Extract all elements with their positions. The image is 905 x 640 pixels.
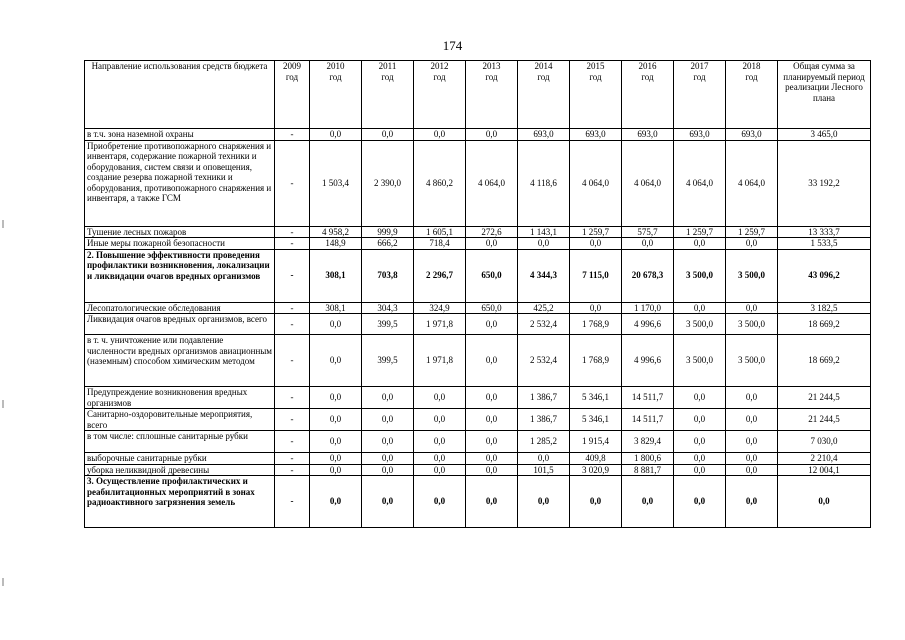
row-value-cell: 308,1: [310, 249, 362, 302]
row-total-cell: 33 192,2: [778, 140, 871, 226]
table-row: [85, 431, 871, 453]
row-value-cell: 0,0: [726, 464, 778, 476]
row-value-cell: 0,0: [414, 409, 466, 431]
table-row: [85, 249, 871, 302]
row-value-cell: 1 285,2: [518, 431, 570, 453]
table-row: [85, 129, 871, 141]
row-value-cell: 0,0: [466, 453, 518, 465]
row-value-cell: 0,0: [466, 464, 518, 476]
row-value-cell: 2 390,0: [362, 140, 414, 226]
row-value-cell: 0,0: [726, 476, 778, 528]
row-value-cell: 650,0: [466, 249, 518, 302]
row-value-cell: 0,0: [414, 476, 466, 528]
table-row: [85, 140, 871, 226]
row-value-cell: 101,5: [518, 464, 570, 476]
row-value-cell: -: [275, 335, 310, 387]
row-direction-cell: Лесопатологические обследования: [85, 302, 275, 314]
row-value-cell: 4 996,6: [622, 314, 674, 335]
row-value-cell: 0,0: [518, 453, 570, 465]
row-value-cell: 0,0: [622, 238, 674, 250]
row-value-cell: 1 386,7: [518, 387, 570, 409]
row-value-cell: 399,5: [362, 335, 414, 387]
table-row: [85, 453, 871, 465]
table-row: [85, 476, 871, 528]
table-row: [85, 238, 871, 250]
row-value-cell: 0,0: [674, 431, 726, 453]
row-total-cell: 18 669,2: [778, 314, 871, 335]
table-row: [85, 335, 871, 387]
row-direction-cell: 3. Осуществление профилактических и реабилитационных мероприятий в зонах радиоактивного загрязнения земель: [85, 476, 275, 528]
row-value-cell: 0,0: [310, 129, 362, 141]
row-direction-cell: Иные меры пожарной безопасности: [85, 238, 275, 250]
row-value-cell: 0,0: [310, 314, 362, 335]
header-year: 2011 год: [362, 61, 414, 129]
scan-mark: [2, 400, 4, 408]
row-value-cell: -: [275, 140, 310, 226]
row-direction-cell: в т.ч. зона наземной охраны: [85, 129, 275, 141]
row-value-cell: -: [275, 464, 310, 476]
row-value-cell: 718,4: [414, 238, 466, 250]
row-total-cell: 2 210,4: [778, 453, 871, 465]
row-direction-cell: Предупреждение возникновения вредных организмов: [85, 387, 275, 409]
row-total-cell: 43 096,2: [778, 249, 871, 302]
row-value-cell: 0,0: [414, 431, 466, 453]
header-year: 2016 год: [622, 61, 674, 129]
row-direction-cell: Тушение лесных пожаров: [85, 226, 275, 238]
page-number: 174: [442, 38, 463, 53]
row-value-cell: 3 500,0: [726, 314, 778, 335]
row-value-cell: 1 605,1: [414, 226, 466, 238]
row-value-cell: 4 064,0: [466, 140, 518, 226]
row-value-cell: 0,0: [674, 238, 726, 250]
row-value-cell: 1 259,7: [570, 226, 622, 238]
row-value-cell: 0,0: [570, 302, 622, 314]
row-value-cell: -: [275, 431, 310, 453]
row-value-cell: -: [275, 387, 310, 409]
row-value-cell: 650,0: [466, 302, 518, 314]
header-year: 2017 год: [674, 61, 726, 129]
row-total-cell: 21 244,5: [778, 409, 871, 431]
row-value-cell: 0,0: [466, 314, 518, 335]
row-value-cell: 0,0: [466, 431, 518, 453]
row-value-cell: 0,0: [674, 464, 726, 476]
table-row: [85, 226, 871, 238]
row-value-cell: 0,0: [466, 129, 518, 141]
row-value-cell: 1 259,7: [726, 226, 778, 238]
row-value-cell: 0,0: [362, 476, 414, 528]
row-value-cell: 5 346,1: [570, 409, 622, 431]
header-total: Общая сумма за планируемый период реализации Лесного плана: [778, 61, 871, 129]
row-value-cell: 0,0: [310, 431, 362, 453]
row-value-cell: 0,0: [518, 238, 570, 250]
row-total-cell: 0,0: [778, 476, 871, 528]
budget-table: [84, 60, 871, 528]
row-value-cell: 14 511,7: [622, 387, 674, 409]
table-body: [85, 129, 871, 528]
row-value-cell: 1 170,0: [622, 302, 674, 314]
table-row: [85, 314, 871, 335]
row-value-cell: 703,8: [362, 249, 414, 302]
row-value-cell: 308,1: [310, 302, 362, 314]
row-total-cell: 21 244,5: [778, 387, 871, 409]
row-value-cell: 304,3: [362, 302, 414, 314]
row-value-cell: 148,9: [310, 238, 362, 250]
header-year: 2013 год: [466, 61, 518, 129]
row-value-cell: 0,0: [414, 453, 466, 465]
row-value-cell: 1 915,4: [570, 431, 622, 453]
table-row: [85, 302, 871, 314]
row-value-cell: -: [275, 249, 310, 302]
row-value-cell: 0,0: [674, 302, 726, 314]
row-direction-cell: выборочные санитарные рубки: [85, 453, 275, 465]
row-value-cell: 693,0: [726, 129, 778, 141]
row-value-cell: 4 860,2: [414, 140, 466, 226]
row-value-cell: 0,0: [518, 476, 570, 528]
row-value-cell: -: [275, 226, 310, 238]
row-direction-cell: в т. ч. уничтожение или подавление численности вредных организмов авиационным (наземным) способом химическим методом: [85, 335, 275, 387]
row-value-cell: 7 115,0: [570, 249, 622, 302]
header-year: 2009 год: [275, 61, 310, 129]
row-value-cell: -: [275, 409, 310, 431]
row-value-cell: 0,0: [570, 476, 622, 528]
row-value-cell: 0,0: [674, 476, 726, 528]
row-value-cell: 0,0: [726, 453, 778, 465]
row-value-cell: 693,0: [570, 129, 622, 141]
table-header-row: [85, 61, 871, 129]
row-value-cell: 409,8: [570, 453, 622, 465]
scan-mark: [2, 578, 4, 586]
row-value-cell: -: [275, 453, 310, 465]
row-value-cell: -: [275, 476, 310, 528]
row-value-cell: 0,0: [466, 335, 518, 387]
row-value-cell: 0,0: [570, 238, 622, 250]
row-value-cell: 324,9: [414, 302, 466, 314]
row-value-cell: 2 296,7: [414, 249, 466, 302]
row-value-cell: 0,0: [466, 476, 518, 528]
row-direction-cell: Приобретение противопожарного снаряжения и инвентаря, содержание пожарной техники и оборудования, систем связи и оповещения, создание резерва пожарной техники и оборудования, противопожарного снаряжения и инвентаря, а также ГСМ: [85, 140, 275, 226]
row-total-cell: 1 533,5: [778, 238, 871, 250]
row-total-cell: 12 004,1: [778, 464, 871, 476]
table-row: [85, 464, 871, 476]
header-year: 2010 год: [310, 61, 362, 129]
row-value-cell: 0,0: [414, 129, 466, 141]
row-value-cell: 693,0: [674, 129, 726, 141]
row-direction-cell: Санитарно-оздоровительные мероприятия, всего: [85, 409, 275, 431]
row-value-cell: -: [275, 238, 310, 250]
row-value-cell: 0,0: [674, 409, 726, 431]
row-value-cell: 666,2: [362, 238, 414, 250]
row-value-cell: 1 259,7: [674, 226, 726, 238]
row-value-cell: 1 971,8: [414, 314, 466, 335]
row-value-cell: 0,0: [726, 431, 778, 453]
row-value-cell: 0,0: [466, 387, 518, 409]
row-value-cell: 0,0: [310, 476, 362, 528]
row-value-cell: 399,5: [362, 314, 414, 335]
row-total-cell: 3 465,0: [778, 129, 871, 141]
row-value-cell: 0,0: [466, 409, 518, 431]
row-value-cell: 4 958,2: [310, 226, 362, 238]
scan-mark: [2, 220, 4, 228]
row-value-cell: 0,0: [362, 387, 414, 409]
row-value-cell: 0,0: [310, 453, 362, 465]
row-value-cell: 2 532,4: [518, 335, 570, 387]
row-value-cell: 4 344,3: [518, 249, 570, 302]
row-total-cell: 13 333,7: [778, 226, 871, 238]
row-value-cell: 0,0: [310, 409, 362, 431]
row-value-cell: 0,0: [310, 335, 362, 387]
row-value-cell: 1 386,7: [518, 409, 570, 431]
row-direction-cell: уборка неликвидной древесины: [85, 464, 275, 476]
row-value-cell: 4 996,6: [622, 335, 674, 387]
row-value-cell: 3 829,4: [622, 431, 674, 453]
row-value-cell: 3 500,0: [674, 249, 726, 302]
row-total-cell: 7 030,0: [778, 431, 871, 453]
row-value-cell: 1 768,9: [570, 335, 622, 387]
row-direction-cell: 2. Повышение эффективности проведения профилактики возникновения, локализации и ликвидации очагов вредных организмов: [85, 249, 275, 302]
row-direction-cell: в том числе: сплошные санитарные рубки: [85, 431, 275, 453]
row-value-cell: 3 500,0: [674, 314, 726, 335]
row-direction-cell: Ликвидация очагов вредных организмов, всего: [85, 314, 275, 335]
row-value-cell: 693,0: [622, 129, 674, 141]
row-value-cell: 0,0: [362, 464, 414, 476]
table-row: [85, 409, 871, 431]
row-value-cell: 1 143,1: [518, 226, 570, 238]
row-value-cell: 0,0: [622, 476, 674, 528]
row-value-cell: 2 532,4: [518, 314, 570, 335]
row-value-cell: 0,0: [310, 387, 362, 409]
row-value-cell: 0,0: [466, 238, 518, 250]
header-year: 2018 год: [726, 61, 778, 129]
row-value-cell: 1 768,9: [570, 314, 622, 335]
row-value-cell: 0,0: [674, 453, 726, 465]
row-value-cell: 0,0: [362, 431, 414, 453]
row-value-cell: 0,0: [414, 464, 466, 476]
row-value-cell: 0,0: [414, 387, 466, 409]
row-value-cell: 0,0: [674, 387, 726, 409]
header-year: 2015 год: [570, 61, 622, 129]
row-value-cell: 3 020,9: [570, 464, 622, 476]
row-value-cell: 3 500,0: [726, 249, 778, 302]
header-year: 2014 год: [518, 61, 570, 129]
row-value-cell: 4 064,0: [570, 140, 622, 226]
row-total-cell: 3 182,5: [778, 302, 871, 314]
row-value-cell: -: [275, 302, 310, 314]
row-value-cell: 0,0: [310, 464, 362, 476]
row-value-cell: -: [275, 129, 310, 141]
row-value-cell: 0,0: [362, 129, 414, 141]
row-value-cell: 4 064,0: [622, 140, 674, 226]
row-value-cell: -: [275, 314, 310, 335]
row-value-cell: 3 500,0: [674, 335, 726, 387]
row-value-cell: 693,0: [518, 129, 570, 141]
row-value-cell: 0,0: [726, 409, 778, 431]
row-value-cell: 1 971,8: [414, 335, 466, 387]
row-value-cell: 20 678,3: [622, 249, 674, 302]
row-value-cell: 0,0: [726, 238, 778, 250]
row-value-cell: 425,2: [518, 302, 570, 314]
row-value-cell: 4 064,0: [726, 140, 778, 226]
row-value-cell: 0,0: [362, 409, 414, 431]
row-total-cell: 18 669,2: [778, 335, 871, 387]
row-value-cell: 1 800,6: [622, 453, 674, 465]
header-year: 2012 год: [414, 61, 466, 129]
row-value-cell: 272,6: [466, 226, 518, 238]
row-value-cell: 8 881,7: [622, 464, 674, 476]
table-row: [85, 387, 871, 409]
row-value-cell: 4 064,0: [674, 140, 726, 226]
row-value-cell: 0,0: [726, 387, 778, 409]
row-value-cell: 4 118,6: [518, 140, 570, 226]
row-value-cell: 575,7: [622, 226, 674, 238]
row-value-cell: 3 500,0: [726, 335, 778, 387]
row-value-cell: 0,0: [362, 453, 414, 465]
row-value-cell: 1 503,4: [310, 140, 362, 226]
row-value-cell: 14 511,7: [622, 409, 674, 431]
header-direction: Направление использования средств бюджета: [85, 61, 275, 129]
row-value-cell: 5 346,1: [570, 387, 622, 409]
row-value-cell: 0,0: [726, 302, 778, 314]
row-value-cell: 999,9: [362, 226, 414, 238]
